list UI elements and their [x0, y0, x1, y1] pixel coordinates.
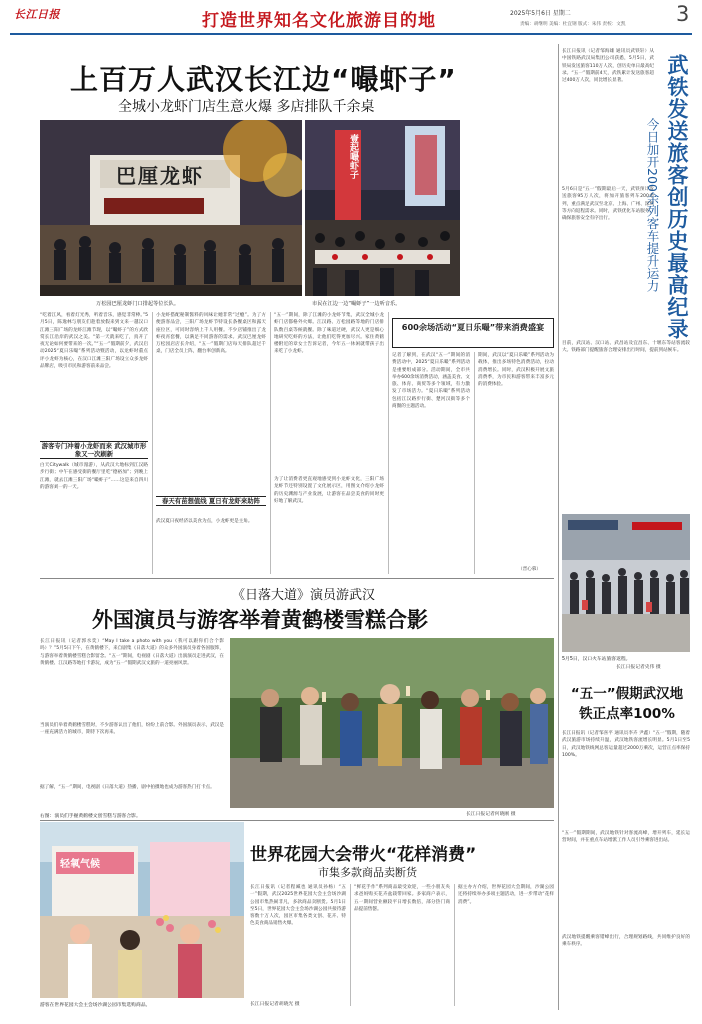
story4-credit: 长江日报记者胡晓光 摄 — [250, 1002, 300, 1007]
story5-column-a: 长江日报讯（记者邹海雄 通讯员武铁轩）从中国铁路武汉局集团公司获悉，5月5日，武铁局发送旅客110万人次，创历史单日最高纪录。“五一”假期前4天，武铁累计发送旅客超过400万人次，同比增长显著。 — [562, 49, 654, 84]
story5-column-c: 目前，武汉站、汉口站、武昌站及宜昌东、十堰东等站客流较大。铁路部门提醒旅客合理安排出行时间，提前到站候车。 — [562, 341, 690, 354]
story4-title: 世界花园大会带火“花样消费” — [250, 845, 477, 865]
story4-column-c: 据主办方介绍，世界花园大会期间，沙湖公园还将持续举办多项主题活动，进一步带动“花样消费”。 — [458, 885, 554, 905]
photo1-shop-sign: 巴厘龙虾 — [116, 164, 204, 188]
column-rule — [152, 312, 153, 574]
story3-column-a: 长江日报讯（记者郭水奕）“May I take a photo with you（我可以跟你们合个影吗）？”5月5日下午，在黄鹤楼下，来自剧集《日落大道》的众多外国演员身着各国服饰，与游客举着黄鹤楼雪糕合影留念。“五一”期间，电视剧《日落大道》出演演员走进武汉，在黄鹤楼、江汉路等地打卡游玩，成为“五一”假期武汉文旅的一道亮丽风景。 — [40, 639, 224, 666]
story3-credit: 长江日报记者何晓刚 摄 — [466, 812, 516, 817]
story5-credit: 长江日报记者史伟 摄 — [616, 665, 661, 670]
story6-column-a: 长江日报讯（记者邹喜平 通讯员李卉 尹鑫）“五一”假期，随着武汉旅游市场持续升温，武汉地铁客流增长明显。5月1日至5日，武汉地铁线网总客运量超过2000万乘次，运营正点率保持100%。 — [562, 731, 690, 758]
story1-subhead-2: 春天有苗想值线 夏日有龙虾来助阵 — [156, 496, 266, 506]
story2-title: 600余场活动“夏日乐嘬”带来消费盛宴 — [401, 322, 545, 332]
photo4-stall-sign: 轻氧气候 — [60, 859, 100, 870]
story3-column-c: 据了解，“五一”期间，电视剧《日落大道》热播，剧中拍摄地也成为游客热门打卡点。 — [40, 785, 215, 790]
story2-column-a: 记者了解到，在武汉“五一”期间的消费活动中，2025“夏日乐嘬”系列活动是重要组成部分。活动期间，全市共举办600余场消费活动，涵盖美食、文旅、体育、商贸等多个领域，有力激发了市场活力。“夏日乐嘬”系列活动包括江汉路步行街、楚河汉街等多个商圈的主题活动。 — [392, 353, 470, 410]
story6-title: “五一”假期武汉地铁正点率100% — [570, 686, 684, 722]
story1-column-1-a: “吃着江风，看着灯光秀，听着音乐，感觉非常棒。”5月5日，陈逸林与朋友们趁着放假来到文来一越汉口江滩三阳广场的龙虾江滩节现，以“嘬虾子”的方式欣赏长江沿岸的武汉之美。“第一天就来吃了，真开了夜无论如何要带来的一次。”“五一”假期前夕，武汉启动2025“夏日乐嘬”系列活动暨活动，以龙虾时董点评小龙虾为核心，在汉口江滩三阳广场设立众多龙虾品牌店，吸引市民和游客前来品尝。 — [40, 313, 148, 370]
story1-title: 上百万人武汉长江边“嘬虾子” — [70, 63, 457, 96]
masthead-rule — [10, 33, 692, 35]
story2-title-box — [392, 318, 554, 348]
story1-column-2-b: 武汉夏日夜经济以美食为点，小龙虾更是主角。 — [156, 519, 253, 524]
story4-column-b: “鲜花手作”系列商品最受欢迎，一些小朋友央求爸妈购买花卉盆栽带回家。多家商户表示，五一期间营业额较平日增长数倍，部分热门商品提前售罄。 — [354, 885, 450, 912]
photo2-illustration — [305, 120, 460, 296]
photo-crayfish-shop-queue — [40, 120, 302, 296]
page-number: 3 — [676, 2, 690, 26]
story4-column-a: 长江日报讯（记者程臧也 通讯员孙杨）“五一”假期，武汉2025世界花园大会主会场沙湖公园市集热闹非凡，多款商品卖断货。5月1日至5日，世界花园大会主会场沙湖公园共接待游客数十万人次，园区市集各类文创、花卉、特色美食商品销售火爆。 — [250, 885, 346, 927]
section-divider — [40, 578, 554, 579]
photo3-illustration — [230, 638, 554, 808]
section-divider — [40, 820, 554, 821]
masthead — [0, 0, 702, 36]
photo4-illustration — [40, 822, 244, 998]
masthead-logo: 长江日报 — [14, 8, 60, 21]
story5-column-b: 5月6日是“五一”假期最后一天，武铁预计发送旅客95万人次，将加开旅客列车200余列，重点满足武汉至北京、上海、广州、深圳等方向返程需求。同时，武铁优化车站服务，确保旅客安全有序出行。 — [562, 187, 654, 222]
column-rule — [474, 352, 475, 574]
photo-hankou-station-crowd — [562, 514, 690, 652]
story1-column-1-b: 白天Citywalk（城市漫游），从武汉大地标到江汉路步行街；中午在感受街的餐厅里吃“德裕加”；到晚上江滩，就去江滩三阳广场“嘬虾子”……这是来自四川的游客刘一的一天。 — [40, 463, 148, 490]
story4-photo-caption: 游客在世界花园大会主会场沙湖公园市集选购商品。 — [40, 1003, 151, 1008]
story1-column-3-a: “五一”期间，除了江滩的小龙虾节集，武汉全城小龙虾门店都格外火爆。江汉路、万松园路等地的门店排队数百桌等候就餐。除了味道过硬，武汉人更是细心地研究吃虾的方法，让他们吃得更加尽兴。家住黄鹤楼附近的章女士告诉记者，今年五一休闲就带孩子出来吃了小龙虾。 — [274, 313, 384, 355]
story2-reporter: （晋心慕） — [518, 567, 541, 572]
photo2-caption: 市民在江边一边“嘬虾子”一边听音乐。 — [312, 301, 401, 307]
photo5-illustration — [562, 514, 690, 652]
story3-title: 外国演员与游客举着黄鹤楼雪糕合影 — [92, 608, 428, 632]
story6-column-c: 武汉地铁提醒乘客错峰出行，合理规划路线，共同维护良好的乘车秩序。 — [562, 935, 690, 948]
story3-column-b: 当演员们举着黄鹤楼雪糕时，不少游客认出了他们，纷纷上前合影。外国演员表示，武汉是一座充满活力的城市，期待下次再来。 — [40, 723, 224, 736]
right-column-divider — [558, 44, 559, 1010]
photo1-caption: 万松园巴厘龙虾门口排起等位长队。 — [96, 301, 180, 307]
masthead-date: 2025年5月6日 星期二 — [510, 10, 571, 17]
story1-subhead-1: 游客专门冲着小龙虾而来 武汉城市形象又一次刷新 — [41, 442, 147, 458]
story5-subtitle: 今日加开200余列客车提升运力 — [645, 118, 660, 292]
story3-section-label: 《日落大道》演员游武汉 — [232, 588, 376, 603]
photo-riverside-crowd — [305, 120, 460, 296]
story1-column-2-a: 小龙虾搭配秘制酱料的风味让她非常“过瘾”。为了方便游客品尝，三阳广场龙虾节特设长条餐桌区和露天座位区，可同时容纳上千人用餐。不少店铺推出了龙虾夜宵套餐，以满足不同游客的需求。武汉巴厘龙虾万松园店店长介绍，“五一”假期门店每天排队超过千桌，门店全员上阵，翻台率创新高。 — [156, 313, 266, 355]
column-rule — [350, 884, 351, 1006]
masthead-editors: 责编：胡继明 美编：杜宜钢 版式：朱伟 责校：文凯 — [520, 22, 626, 27]
story1-column-3-b: 为了让消费者更直观地感受到小龙虾文化，三阳广场龙虾节还特别设置了文化展示区，用图文介绍小龙虾的历史渊源与产业发展，让游客在品尝美食的同时更好地了解武汉。 — [274, 477, 384, 504]
column-rule — [454, 884, 455, 1006]
story4-subtitle: 市集多款商品卖断货 — [318, 866, 417, 879]
photo2-banner-text: 壹起嘬虾子 — [348, 134, 358, 179]
photo1-illustration — [40, 120, 302, 296]
column-rule — [388, 312, 389, 574]
story1-subtitle: 全城小龙虾门店生意火爆 多店排队千余桌 — [118, 99, 375, 115]
story2-column-b: 期间，武汉以“夏日乐嘬”系列活动为载体，推出多场特色消费活动，拉动消费增长。同时，武汉积极开展文旅消费季，为市民和游客带来丰富多元的消费体验。 — [478, 353, 554, 388]
story5-title: 武铁发送旅客创历史最高纪录 — [665, 54, 689, 340]
story5-photo-caption: 5月5日，汉口火车站旅客返程。 — [562, 657, 631, 662]
story3-photo-caption: 右图：演员们手握黄鹤楼文创雪糕与游客合影。 — [40, 814, 141, 819]
photo-flower-market-stall — [40, 822, 244, 998]
story6-column-b: “五一”假期期间，武汉地铁针对客流高峰，增开列车，延长运营时间，并在重点车站增派工作人员引导乘客进出站。 — [562, 831, 690, 844]
photo-foreign-actors-with-tourists — [230, 638, 554, 808]
column-rule — [270, 312, 271, 574]
masthead-banner: 打造世界知名文化旅游目的地 — [202, 11, 436, 31]
